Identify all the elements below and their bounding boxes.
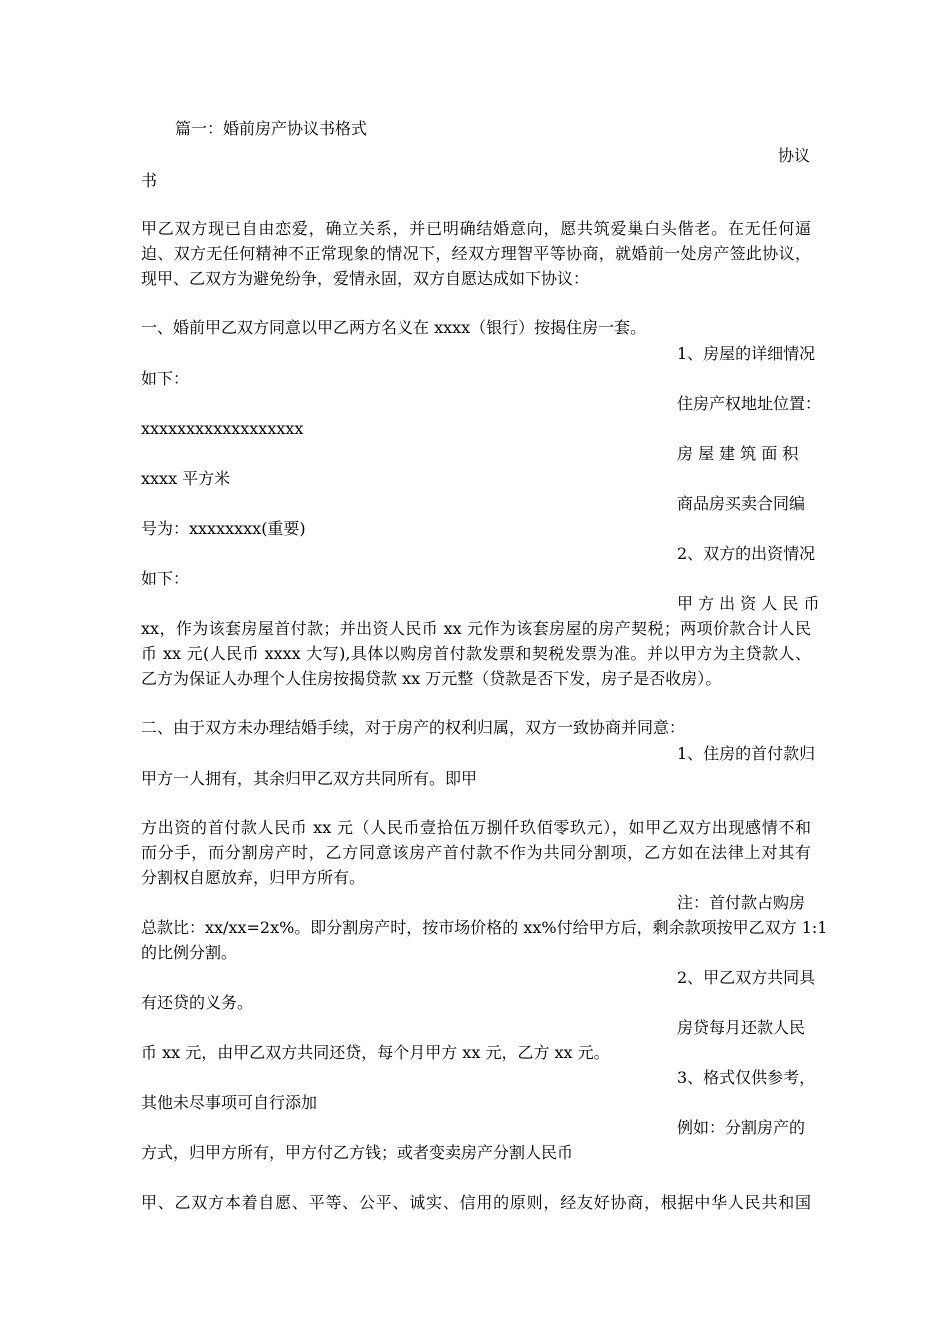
paragraph-line: 总款比：xx/xx=2x%。即分割房产时，按市场价格的 xx%付给甲方后，剩余款项按甲乙双方 1:1 [141,918,828,937]
right-line: 商品房买卖合同编 [677,494,806,513]
section-heading: 一、婚前甲乙双方同意以甲乙两方名义在 xxxx（银行）按揭住房一套。 [141,318,647,337]
paragraph-line: 的比例分割。 [141,943,238,962]
paragraph-line: 号为：xxxxxxxx(重要) [141,519,306,538]
right-line: 例如：分割房产的 [677,1118,806,1137]
paragraph-line: 方式，归甲方所有，甲方付乙方钱；或者变卖房产分割人民币 [141,1143,574,1162]
paragraph-line: 现甲、乙双方为避免纷争，爱情永固，双方自愿达成如下协议： [141,269,590,288]
paragraph-line: 方出资的首付款人民币 xx 元（人民币壹拾伍万捌仟玖佰零玖元），如甲乙双方出现感情不和 [141,818,811,837]
document-title: 篇一：婚前房产协议书格式 [175,119,368,138]
right-line: 2、甲乙双方共同具 [677,968,816,987]
right-line: 1、房屋的详细情况 [677,344,816,363]
paragraph-line: xxxx 平方米 [141,469,231,488]
paragraph-line: 迫、双方无任何精神不正常现象的情况下，经双方理智平等协商，就婚前一处房产签此协议， [141,244,811,263]
paragraph-line: 乙方为保证人办理个人住房按揭贷款 xx 万元整（贷款是否下发，房子是否收房）。 [141,669,722,688]
heading-line: 书 [141,171,158,190]
right-line: 房 屋 建 筑 面 积 [677,444,799,463]
paragraph-line: 甲方一人拥有，其余归甲乙双方共同所有。即甲 [141,769,478,788]
paragraph-line: 甲乙双方现已自由恋爱，确立关系，并已明确结婚意向，愿共筑爱巢白头偕老。在无任何逼 [141,219,811,238]
paragraph-line: 币 xx 元，由甲乙双方共同还贷，每个月甲方 xx 元，乙方 xx 元。 [141,1043,610,1062]
section-heading: 二、由于双方未办理结婚手续，对于房产的权利归属，双方一致协商并同意： [141,718,686,737]
paragraph-line: xxxxxxxxxxxxxxxxxx [141,419,304,438]
right-line: 1、住房的首付款归 [677,744,816,763]
paragraph-line: 有还贷的义务。 [141,993,254,1012]
right-line: 住房产权地址位置： [677,394,822,413]
paragraph-line: 分割权自愿放弃，归甲方所有。 [141,868,366,887]
paragraph-line: 如下： [141,369,190,388]
paragraph-line: xx，作为该套房屋首付款；并出资人民币 xx 元作为该套房屋的房产契税；两项价款合计人民 [141,619,811,638]
paragraph-line: 甲、乙双方本着自愿、平等、公平、诚实、信用的原则，经友好协商，根据中华人民共和国 [141,1193,811,1212]
paragraph-line: 而分手，而分割房产时，乙方同意该房产首付款不作为共同分割项，乙方如在法律上对其有 [141,843,811,862]
paragraph-line: 如下： [141,569,190,588]
paragraph-line: 其他未尽事项可自行添加 [141,1093,318,1112]
right-line: 甲 方 出 资 人 民 币 [677,594,820,613]
paragraph-line: 币 xx 元(人民币 xxxx 大写),具体以购房首付款发票和契税发票为准。并以甲方为主贷款人、 [141,644,811,663]
right-line: 房贷每月还款人民 [677,1018,806,1037]
heading-line: 协议 [778,146,811,165]
right-line: 注：首付款占购房 [677,893,806,912]
right-line: 3、格式仅供参考， [677,1068,816,1087]
right-line: 2、双方的出资情况 [677,544,816,563]
